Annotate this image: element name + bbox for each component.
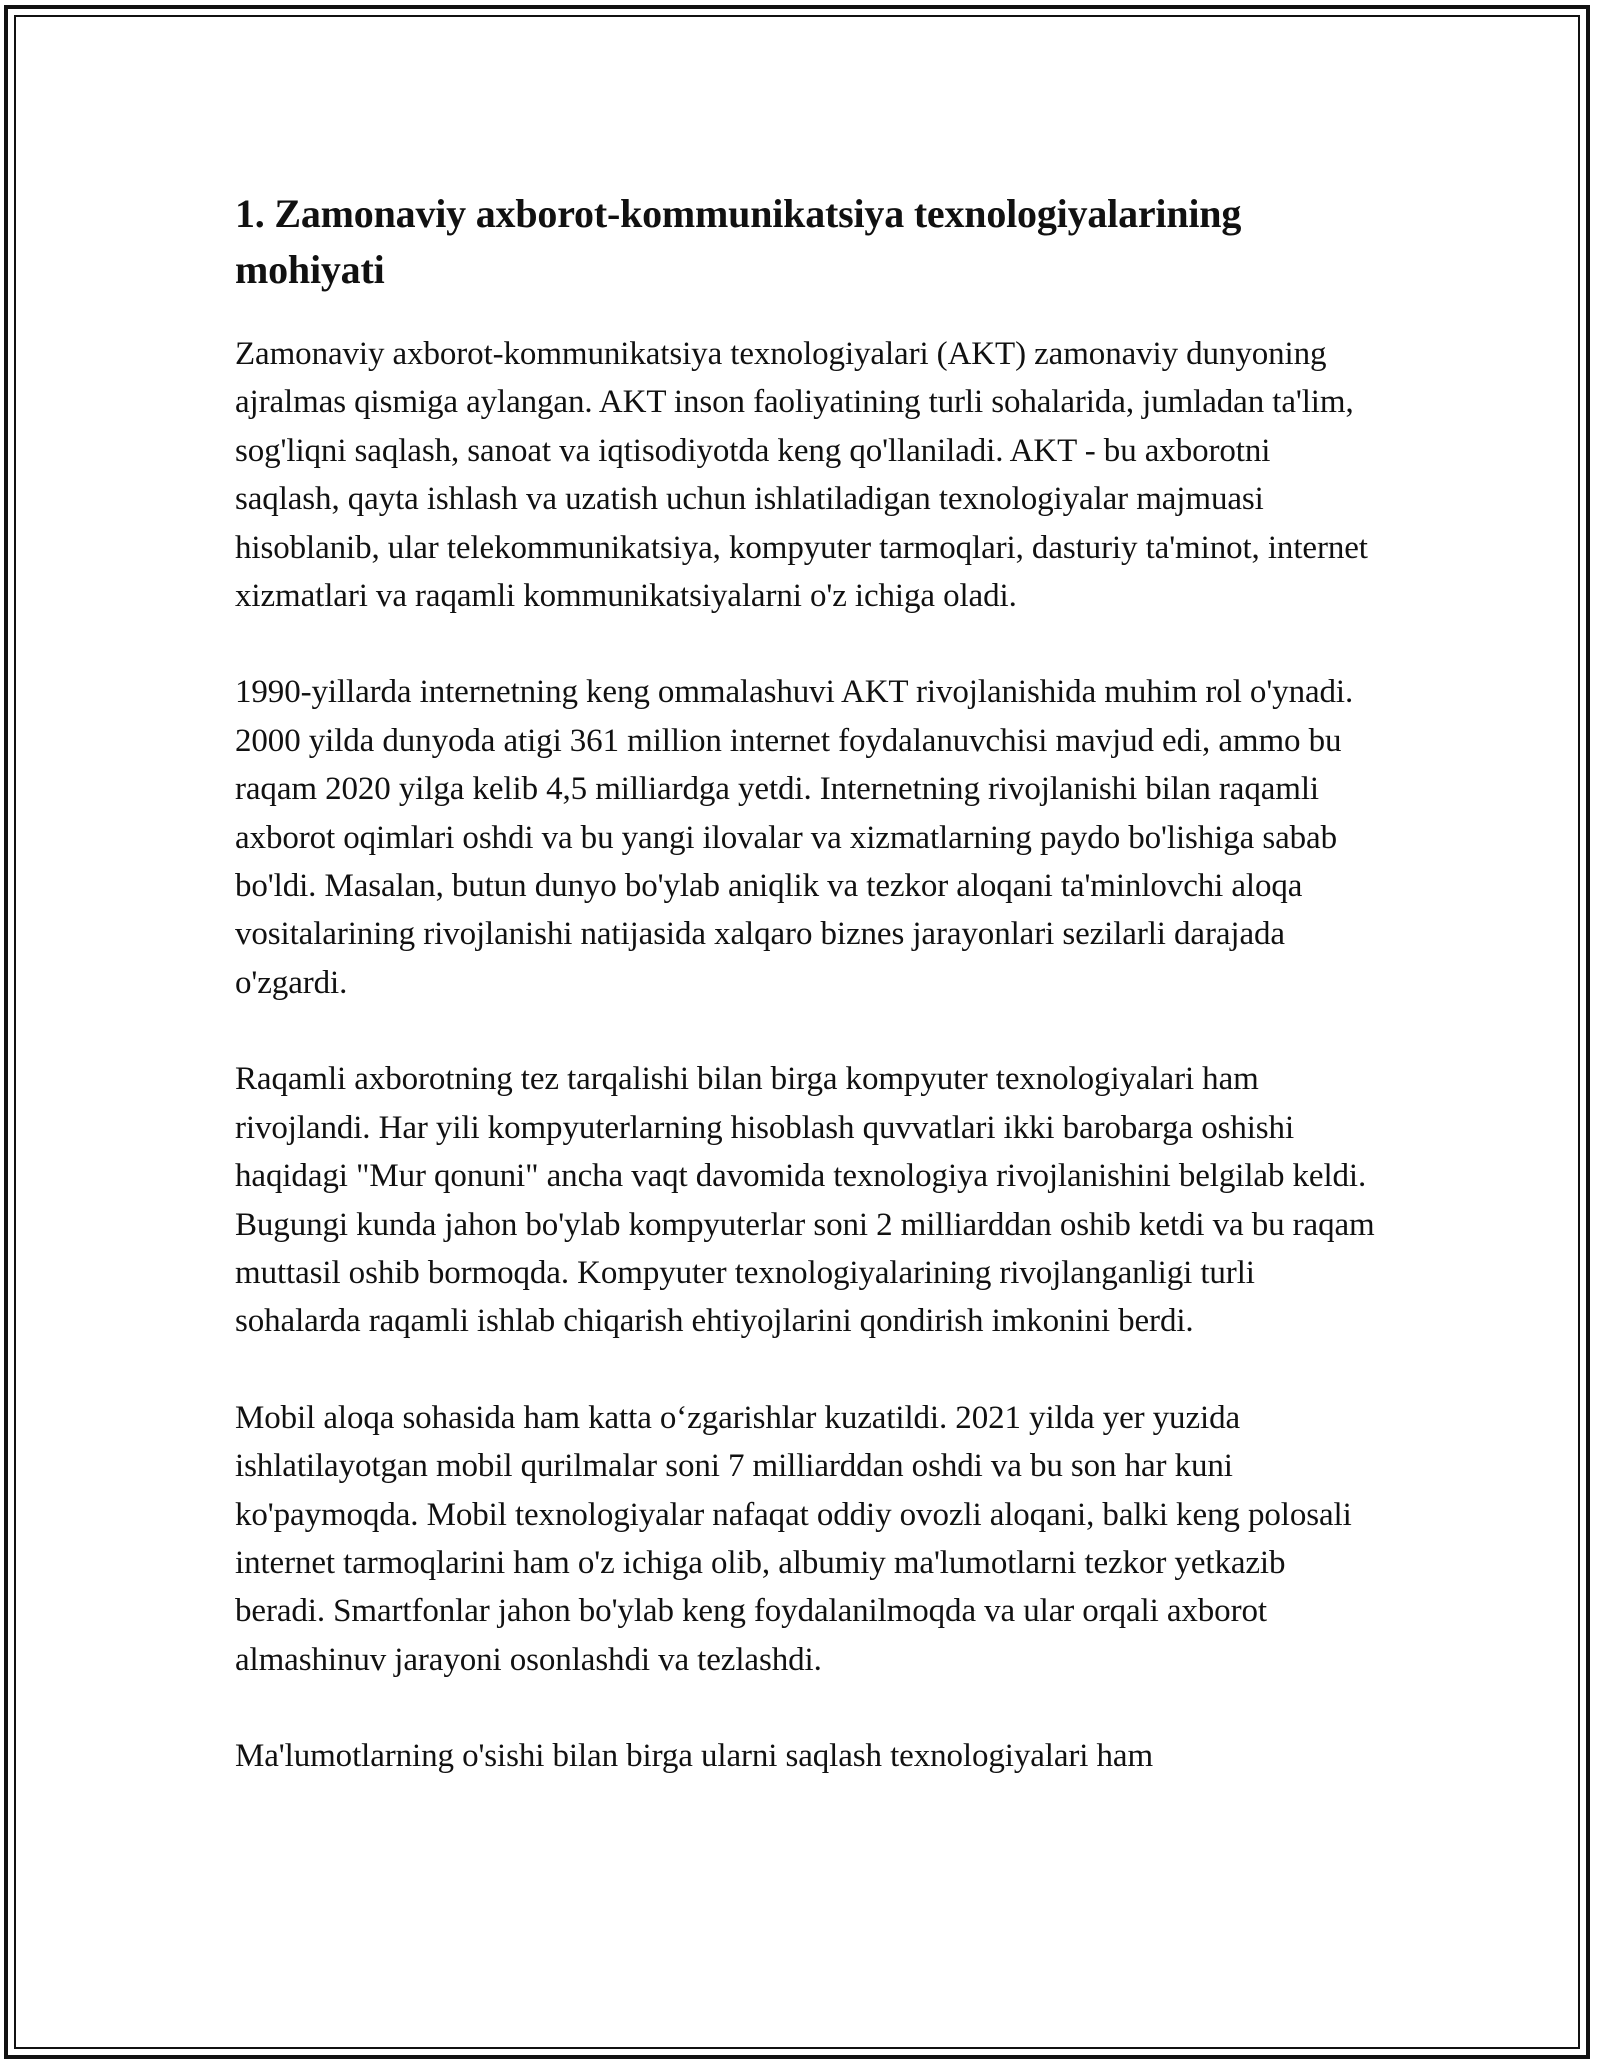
document-body [235,186,1375,1781]
paragraph-2: 1990-yillarda internetning keng ommalashuvi AKT rivojlanishida muhim rol o'ynadi. 2000 yilda dunyoda atigi 361 million internet foydalanuvchisi mavjud edi, ammo bu raqam 2020 yilga kelib 4,5 milliardga yetdi. Internetning rivojlanishi bilan raqamli axborot oqimlari oshdi va bu yangi ilovalar va xizmatlarning paydo bo'lishiga sabab bo'ldi. Masalan, butun dunyo bo'ylab aniqlik va tezkor aloqani ta'minlovchi aloqa vositalarining rivojlanishi natijasida xalqaro biznes jarayonlari sezilarli darajada o'zgardi. [235,674,1354,1001]
paragraph-1: Zamonaviy axborot-kommunikatsiya texnologiyalari (AKT) zamonaviy dunyoning ajralmas qismiga aylangan. AKT inson faoliyatining turli sohalarida, jumladan ta'lim, sog'liqni saqlash, sanoat va iqtisodiyotda keng qo'llaniladi. AKT - bu axborotni saqlash, qayta ishlash va uzatish uchun ishlatiladigan texnologiyalar majmuasi hisoblanib, ular telekommunikatsiya, kompyuter tarmoqlari, dasturiy ta'minot, internet xizmatlari va raqamli kommunikatsiyalarni o'z ichiga oladi. [235,336,1368,615]
section-heading: 1. Zamonaviy axborot-kommunikatsiya texnologiyalarining mohiyati [235,191,1242,292]
paragraph-4: Mobil aloqa sohasida ham katta o‘zgarishlar kuzatildi. 2021 yilda yer yuzida ishlatilayotgan mobil qurilmalar soni 7 milliarddan oshdi va bu son har kuni ko'paymoqda. Mobil texnologiyalar nafaqat oddiy ovozli aloqani, balki keng polosali internet tarmoqlarini ham o'z ichiga olib, albumiy ma'lumotlarni tezkor yetkazib beradi. Smartfonlar jahon bo'ylab keng foydalanilmoqda va ular orqali axborot almashinuv jarayoni osonlashdi va tezlashdi. [235,1399,1352,1678]
paragraph-5: Ma'lumotlarning o'sishi bilan birga ularni saqlash texnologiyalari ham [235,1738,1154,1775]
paragraph-3: Raqamli axborotning tez tarqalishi bilan birga kompyuter texnologiyalari ham rivojlandi. Har yili kompyuterlarning hisoblash quvvatlari ikki barobarga oshishi haqidagi "Mur qonuni" ancha vaqt davomida texnologiya rivojlanishini belgilab keldi. Bugungi kunda jahon bo'ylab kompyuterlar soni 2 milliarddan oshib ketdi va bu raqam muttasil oshib bormoqda. Kompyuter texnologiyalarining rivojlanganligi turli sohalarda raqamli ishlab chiqarish ehtiyojlarini qondirish imkonini berdi. [235,1061,1375,1340]
